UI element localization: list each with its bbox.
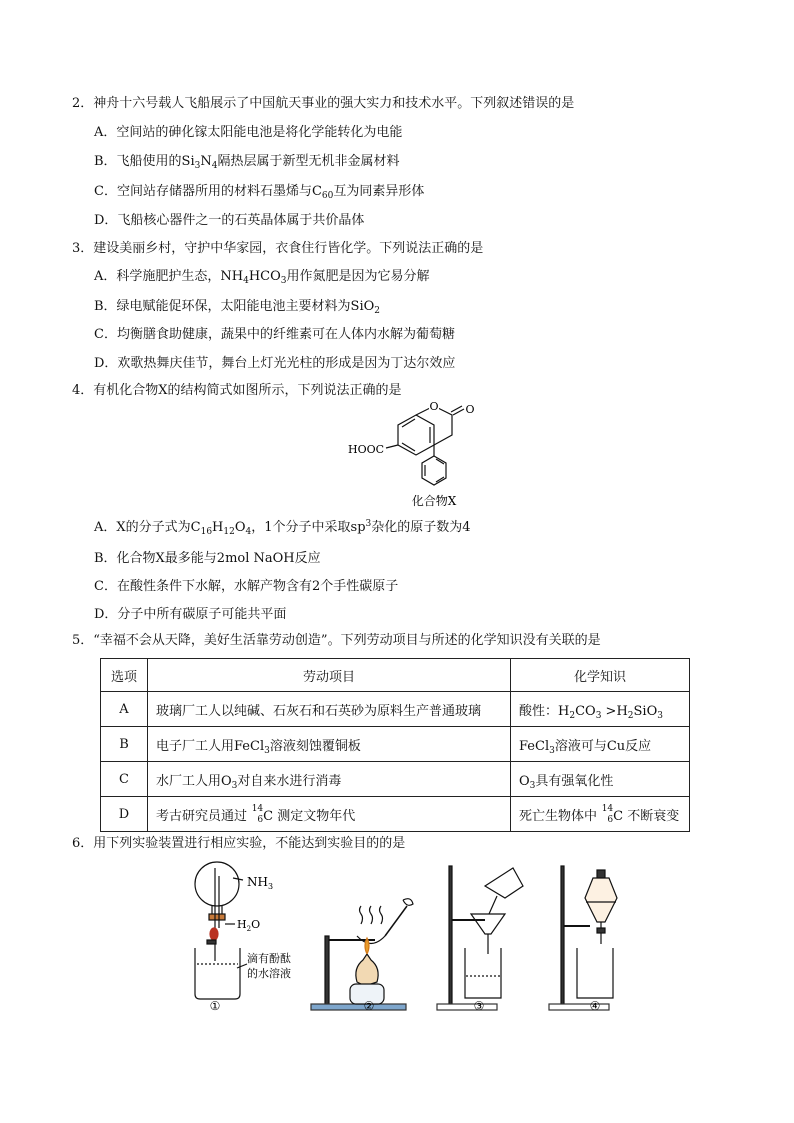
ring-oxygen-label: O [429, 400, 439, 413]
beaker-icon [577, 948, 613, 998]
compound-x-caption: 化合物X [411, 494, 457, 508]
round-flask-icon [195, 862, 239, 906]
q3-option-b: B．绿电赋能促环保，太阳能电池主要材料为SiO$_2$ [94, 299, 381, 316]
q4-option-d: D．分子中所有碳原子可能共平面 [94, 607, 287, 622]
beaker-label-line1: 滴有酚酞 [247, 952, 291, 965]
apparatus-label-1: ① [209, 999, 221, 1013]
apparatus-label-3: ③ [473, 999, 485, 1013]
q5-table [100, 658, 690, 832]
q5-stem: 5．“幸福不会从天降，美好生活靠劳动创造”。下列劳动项目与所述的化学知识没有关联的是 [72, 633, 601, 648]
h2o-label: $H_2O$ [237, 918, 261, 933]
hooc-group-label: HOOC [348, 443, 385, 456]
q4-option-c: C．在酸性条件下水解，水解产物含有2个手性碳原子 [94, 579, 399, 594]
table-row [101, 727, 690, 762]
q3-option-c: C．均衡膳食助健康，蔬果中的纤维素可在人体内水解为葡萄糖 [94, 327, 455, 342]
q6-apparatus-figure [185, 856, 635, 1016]
row-knowledge: FeCl$_3$溶液可与Cu反应 [511, 727, 690, 762]
header-knowledge: 化学知识 [511, 659, 690, 692]
beaker-icon [195, 948, 240, 999]
q2-option-d: D．飞船核心器件之一的石英晶体属于共价晶体 [94, 213, 365, 228]
separatory-funnel-icon [585, 878, 617, 922]
q4-option-a: A．X的分子式为$C_{16}H_{12}O_4$，1个分子中采取$sp^3$杂化的原子数为4 [94, 519, 471, 537]
compound-x-structure [340, 398, 490, 510]
row-option: C [101, 762, 148, 797]
q4-stem: 4．有机化合物X的结构简式如图所示，下列说法正确的是 [72, 383, 402, 398]
alcohol-lamp-icon [356, 954, 378, 986]
q2-option-c: C．空间站存储器所用的材料石墨烯与$C_{60}$互为同素异形体 [94, 184, 425, 201]
row-option: A [101, 692, 148, 727]
table-row [101, 692, 690, 727]
row-knowledge: 死亡生物体中 14 6 C 不断衰变 [511, 797, 690, 832]
apparatus-label-4: ④ [589, 999, 601, 1013]
q3-option-d: D．欢歌热舞庆佳节，舞台上灯光光柱的形成是因为丁达尔效应 [94, 356, 456, 371]
beaker-icon [465, 948, 501, 998]
row-task: 玻璃厂工人以纯碱、石灰石和石英砂为原料生产普通玻璃 [148, 692, 511, 727]
table-row [101, 797, 690, 832]
row-task: 电子厂工人用FeCl$_3$溶液刻蚀覆铜板 [148, 727, 511, 762]
q4-option-b: B．化合物X最多能与2mol NaOH反应 [94, 551, 321, 566]
table-header-row [101, 659, 690, 692]
row-option: B [101, 727, 148, 762]
funnel-icon [471, 914, 505, 934]
row-task: 水厂工人用$O_3$对自来水进行消毒 [148, 762, 511, 797]
row-option: D [101, 797, 148, 832]
table-row [101, 762, 690, 797]
q2-stem: 2．神舟十六号载人飞船展示了中国航天事业的强大实力和技术水平。下列叙述错误的是 [72, 96, 575, 111]
row-task: 考古研究员通过 14 6 C 测定文物年代 [148, 797, 511, 832]
row-knowledge: 酸性：$H_2CO_3 >H_2SiO_3$ [511, 692, 690, 727]
row-knowledge: $O_3$具有强氧化性 [511, 762, 690, 797]
beaker-label-line2: 的水溶液 [247, 967, 291, 980]
carbonyl-oxygen-label: O [465, 403, 475, 416]
nh3-label: $NH_3$ [247, 875, 274, 891]
q2-option-b: B．飞船使用的$Si_3N_4$隔热层属于新型无机非金属材料 [94, 154, 400, 171]
q6-stem: 6．用下列实验装置进行相应实验，不能达到实验目的的是 [72, 836, 406, 851]
q3-option-a: A．科学施肥护生态，$NH_4HCO_3$用作氮肥是因为它易分解 [94, 269, 430, 286]
apparatus-label-2: ② [363, 999, 375, 1013]
header-task: 劳动项目 [148, 659, 511, 692]
header-option: 选项 [101, 659, 148, 692]
q3-stem: 3．建设美丽乡村，守护中华家园，衣食住行皆化学。下列说法正确的是 [72, 241, 484, 256]
q2-option-a: A．空间站的砷化镓太阳能电池是将化学能转化为电能 [94, 125, 403, 140]
